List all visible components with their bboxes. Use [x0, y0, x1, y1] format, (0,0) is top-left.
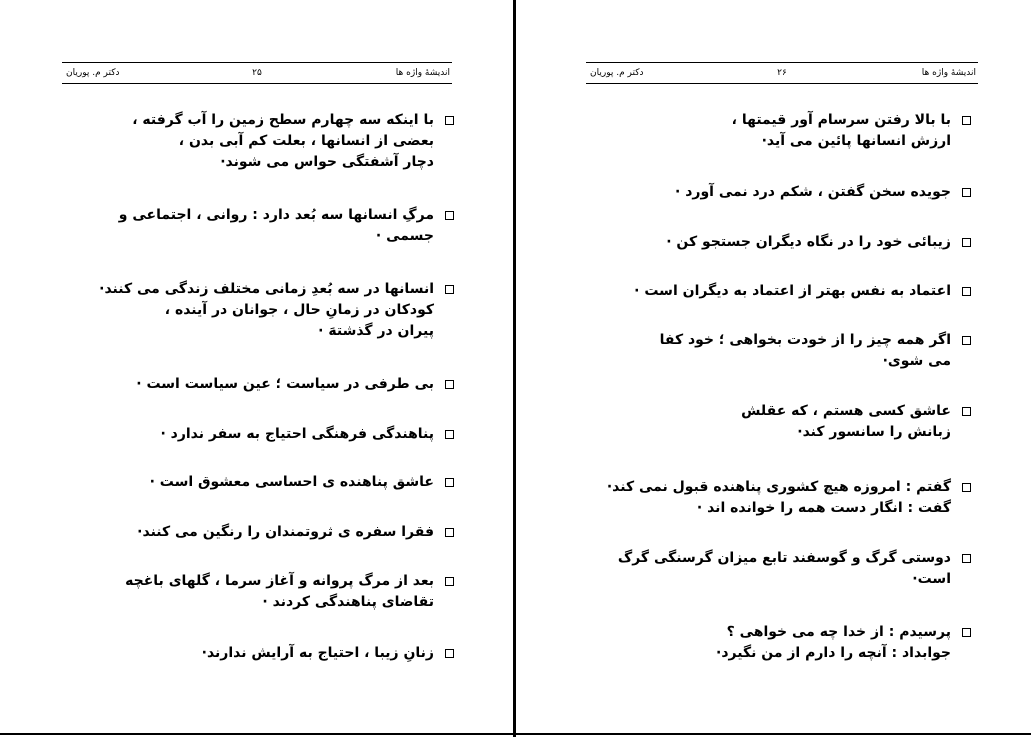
- aphorism-entry: [666, 232, 951, 253]
- checkbox-bullet-icon: [962, 287, 971, 296]
- aphorism-line: مرگِ انسانها سه بُعد دارد : روانی ، اجتماعی و: [118, 207, 434, 223]
- aphorism-line: می شوی·: [882, 353, 951, 369]
- checkbox-bullet-icon: [962, 407, 971, 416]
- aphorism-line: بعضی از انسانها ، بعلت کم آبی بدن ،: [178, 133, 434, 149]
- checkbox-bullet-icon: [445, 285, 454, 294]
- checkbox-bullet-icon: [962, 336, 971, 345]
- aphorism-line: زیبائی خود را در نگاه دیگران جستجو کن ·: [666, 234, 951, 250]
- aphorism-entry: [732, 110, 951, 152]
- aphorism-entry: [675, 182, 951, 203]
- aphorism-entry: [119, 205, 434, 247]
- aphorism-line: است·: [912, 571, 951, 587]
- aphorism-line: دچار آشفتگی حواس می شوند·: [220, 154, 434, 170]
- aphorism-entry: [160, 424, 434, 445]
- left-page: [0, 0, 512, 737]
- aphorism-line: عاشق پناهنده ی احساسی معشوق است ·: [149, 474, 434, 490]
- aphorism-entry: [634, 281, 951, 302]
- aphorism-line: کودکان در زمانِ حال ، جوانان در آینده ،: [164, 302, 434, 318]
- left-page-header: [62, 62, 452, 84]
- author-name: دکتر م. پوریان: [66, 68, 120, 78]
- checkbox-bullet-icon: [962, 116, 971, 125]
- aphorism-line: با اینکه سه چهارم سطح زمین را آب گرفته ،: [132, 112, 434, 128]
- aphorism-line: جویده سخن گفتن ، شکم درد نمی آورد ·: [675, 184, 951, 200]
- book-title: اندیشهٔ واژه ها: [921, 68, 976, 78]
- page-number: ۲۶: [777, 68, 787, 78]
- aphorism-line: پیران در گذشتهَ ·: [318, 323, 434, 339]
- checkbox-bullet-icon: [445, 478, 454, 487]
- checkbox-bullet-icon: [962, 554, 971, 563]
- checkbox-bullet-icon: [445, 649, 454, 658]
- aphorism-line: گفتم : امروزه هیچ کشوری پناهنده قبول نمی کند·: [606, 479, 951, 495]
- checkbox-bullet-icon: [445, 577, 454, 586]
- aphorism-entry: [99, 279, 434, 342]
- aphorism-line: ارزش انسانها پائین می آید·: [761, 133, 951, 149]
- aphorism-line: فقرا سفره ی ثروتمندان را رنگین می کنند·: [137, 524, 434, 540]
- checkbox-bullet-icon: [445, 430, 454, 439]
- aphorism-line: زبانش را سانسور کند·: [797, 424, 951, 440]
- book-title: اندیشهٔ واژه ها: [395, 68, 450, 78]
- checkbox-bullet-icon: [962, 238, 971, 247]
- aphorism-line: گفت : انگار دست همه را خوانده اند ·: [696, 500, 951, 516]
- author-name: دکتر م. پوریان: [590, 68, 644, 78]
- aphorism-line: دوستی گرگ و گوسفند تابع میزان گرسنگی گرگ: [617, 550, 951, 566]
- right-page: [518, 0, 1031, 737]
- aphorism-line: جوابداد : آنچه را دارم از من نگیرد·: [716, 645, 951, 661]
- aphorism-entry: [202, 643, 434, 664]
- aphorism-line: جسمی ·: [375, 228, 434, 244]
- aphorism-line: عاشق کسی هستم ، که عقلش: [741, 403, 951, 419]
- aphorism-line: بی طرفی در سیاست ؛ عین سیاست است ·: [136, 376, 434, 392]
- checkbox-bullet-icon: [445, 211, 454, 220]
- aphorism-line: تقاضای پناهندگی کردند ·: [262, 594, 434, 610]
- aphorism-line: بعد از مرگ پروانه و آغاز سرما ، گلهای باغچه: [125, 573, 434, 589]
- checkbox-bullet-icon: [962, 188, 971, 197]
- aphorism-entry: [137, 522, 434, 543]
- aphorism-line: انسانها در سه بُعدِ زمانی مختلف زندگی می کنند·: [99, 281, 434, 297]
- aphorism-entry: [660, 330, 951, 372]
- aphorism-entry: [132, 110, 434, 173]
- checkbox-bullet-icon: [445, 528, 454, 537]
- aphorism-entry: [136, 374, 434, 395]
- aphorism-entry: [150, 472, 434, 493]
- aphorism-line: اگر همه چیز را از خودت بخواهی ؛ خود کفا: [659, 332, 951, 348]
- aphorism-line: زنانِ زیبا ، احتیاج به آرایش ندارند·: [201, 645, 434, 661]
- page-number: ۲۵: [252, 68, 262, 78]
- right-page-header: [586, 62, 978, 84]
- aphorism-entry: [716, 622, 951, 664]
- checkbox-bullet-icon: [962, 628, 971, 637]
- checkbox-bullet-icon: [445, 380, 454, 389]
- checkbox-bullet-icon: [445, 116, 454, 125]
- book-spine: [513, 0, 516, 737]
- aphorism-line: پناهندگی فرهنگی احتیاج به سفر ندارد ·: [160, 426, 434, 442]
- aphorism-entry: [618, 548, 951, 590]
- aphorism-line: پرسیدم : از خدا چه می خواهی ؟: [726, 624, 951, 640]
- aphorism-line: اعتماد به نفس بهتر از اعتماد به دیگران است ·: [634, 283, 951, 299]
- aphorism-line: با بالا رفتن سرسام آور قیمتها ،: [731, 112, 951, 128]
- checkbox-bullet-icon: [962, 483, 971, 492]
- aphorism-entry: [741, 401, 951, 443]
- aphorism-entry: [607, 477, 951, 519]
- aphorism-entry: [125, 571, 434, 613]
